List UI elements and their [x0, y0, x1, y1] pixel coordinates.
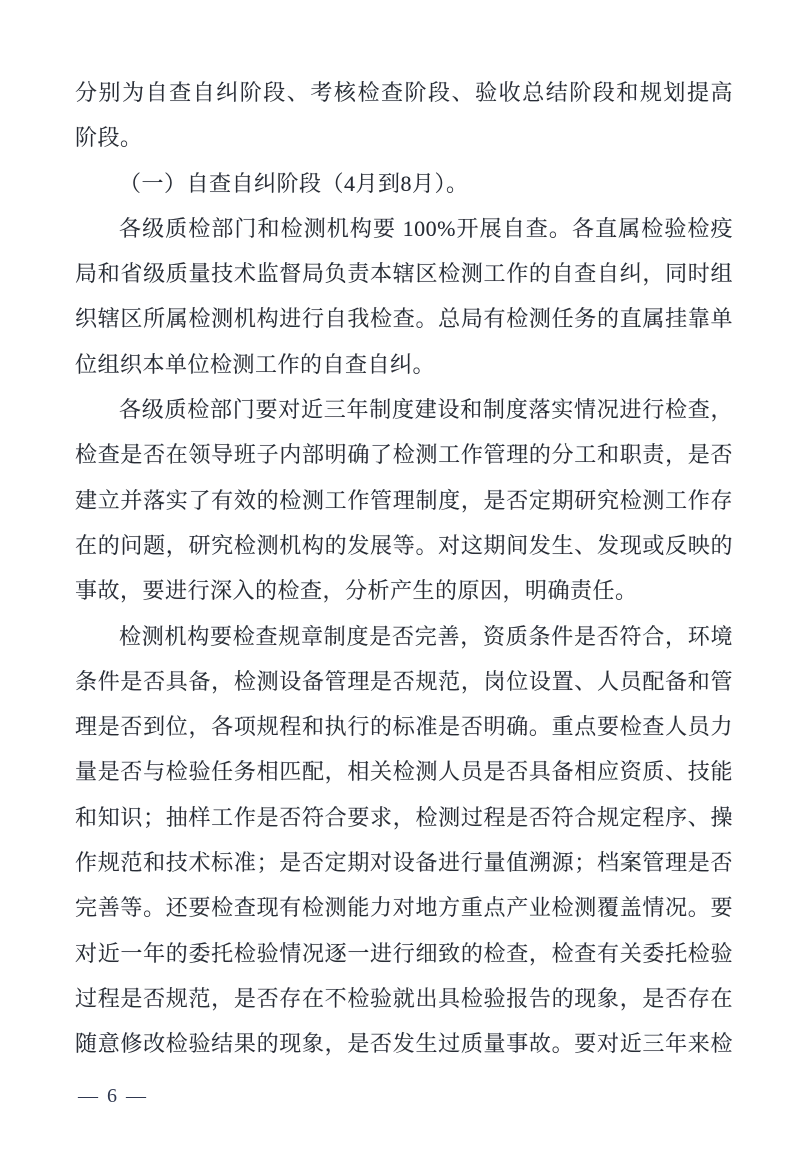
text-line: 织辖区所属检测机构进行自我检查。总局有检测任务的直属挂靠单	[75, 306, 733, 332]
text-line: 作规范和技术标准；是否定期对设备进行量值溯源；档案管理是否	[75, 850, 733, 876]
section-heading: （一）自查自纠阶段（4月到8月）。	[119, 170, 469, 196]
text-line: 检查是否在领导班子内部明确了检测工作管理的分工和职责，是否	[75, 442, 733, 468]
text-line: 在的问题，研究检测机构的发展等。对这期间发生、发现或反映的	[75, 532, 733, 558]
text-line: 量是否与检验任务相匹配，相关检测人员是否具备相应资质、技能	[75, 759, 733, 785]
text-line: 各级质检部门要对近三年制度建设和制度落实情况进行检查，	[119, 397, 733, 423]
text-line: 理是否到位，各项规程和执行的标准是否明确。重点要检查人员力	[75, 714, 733, 740]
text-line: 局和省级质量技术监督局负责本辖区检测工作的自查自纠，同时组	[75, 261, 733, 287]
text-line: 各级质检部门和检测机构要 100%开展自查。各直属检验检疫	[119, 215, 733, 241]
text-line: 和知识；抽样工作是否符合要求，检测过程是否符合规定程序、操	[75, 804, 733, 830]
text-line: 位组织本单位检测工作的自查自纠。	[75, 351, 436, 377]
text-line: 事故，要进行深入的检查，分析产生的原因，明确责任。	[75, 578, 638, 604]
page-number: — 6 —	[78, 1085, 148, 1107]
text-line: 检测机构要检查规章制度是否完善，资质条件是否符合，环境	[119, 623, 733, 649]
text-line: 过程是否规范，是否存在不检验就出具检验报告的现象，是否存在	[75, 985, 733, 1011]
text-line: 随意修改检验结果的现象，是否发生过质量事故。要对近三年来检	[75, 1031, 733, 1057]
text-line: 条件是否具备，检测设备管理是否规范，岗位设置、人员配备和管	[75, 668, 733, 694]
text-line: 完善等。还要检查现有检测能力对地方重点产业检测覆盖情况。要	[75, 895, 733, 921]
text-line: 阶段。	[75, 125, 143, 151]
document-body	[75, 70, 733, 1067]
text-line: 对近一年的委托检验情况逐一进行细致的检查，检查有关委托检验	[75, 940, 733, 966]
text-line: 建立并落实了有效的检测工作管理制度，是否定期研究检测工作存	[75, 487, 733, 513]
text-line: 分别为自查自纠阶段、考核检查阶段、验收总结阶段和规划提高	[75, 80, 733, 105]
